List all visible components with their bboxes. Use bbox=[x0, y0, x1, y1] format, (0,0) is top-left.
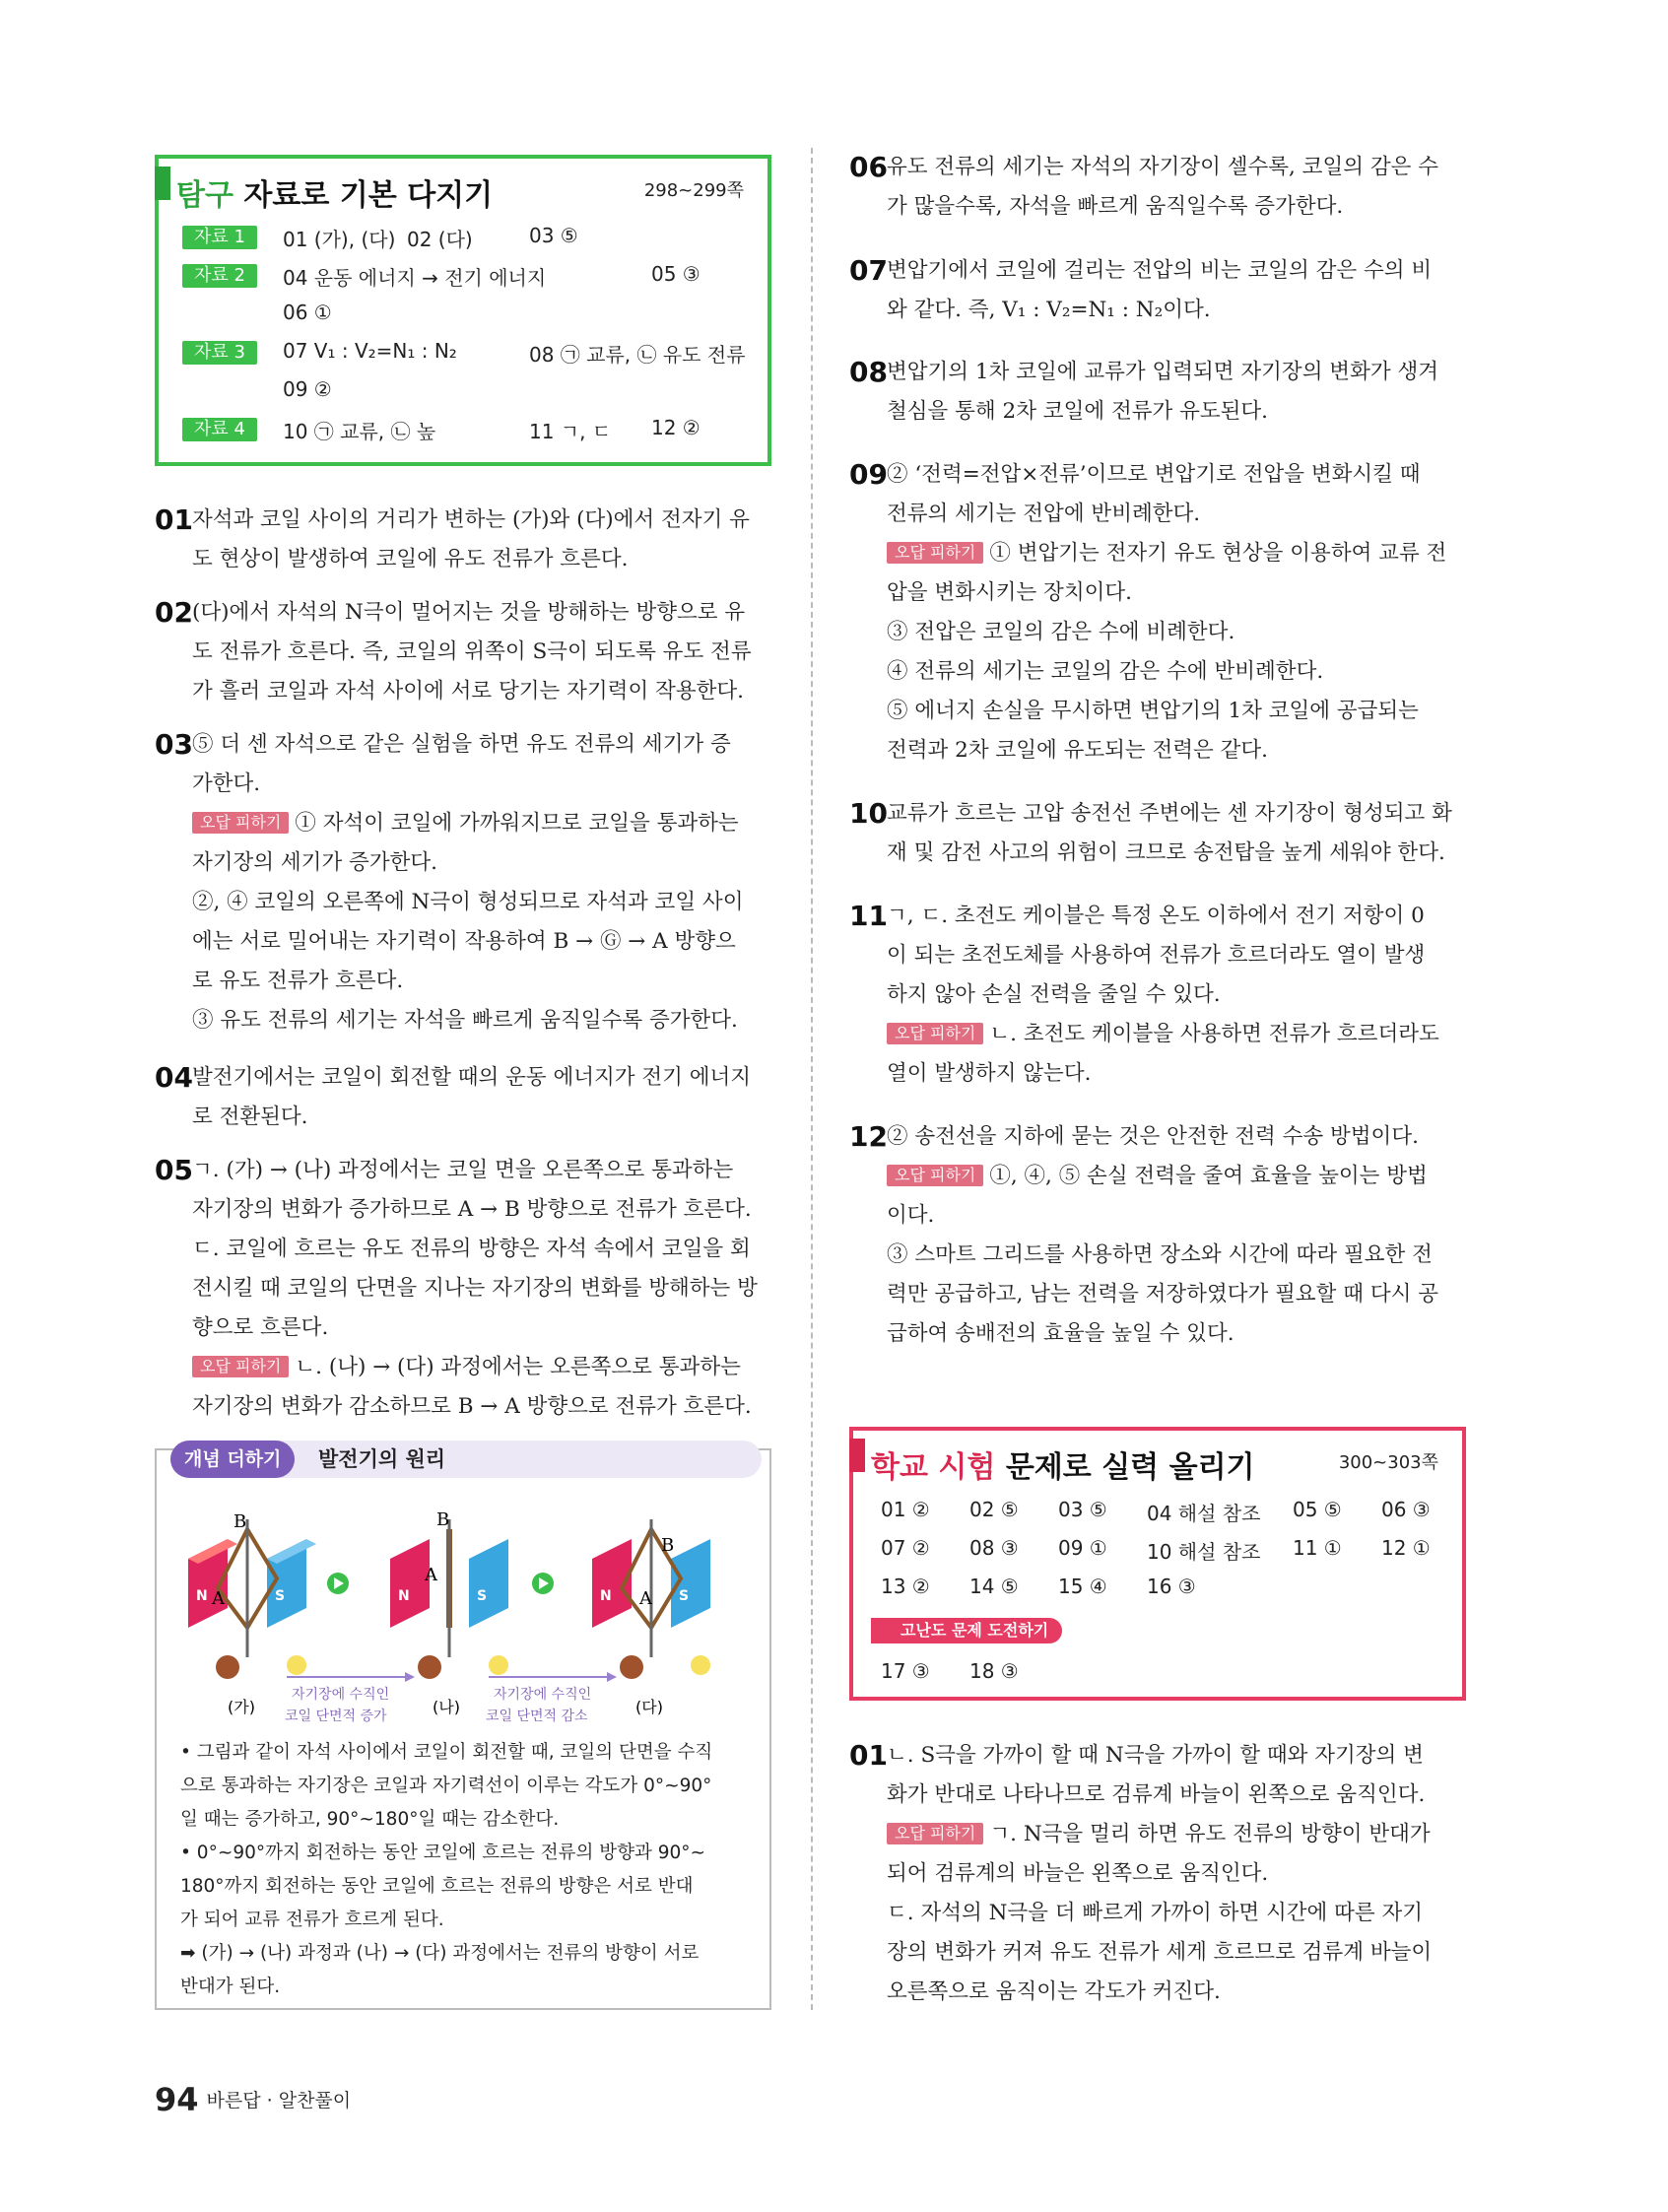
answer-07: 07 변압기에서 코일에 걸리는 전압의 비는 코일의 감은 수의 비 와 같다. 즉, V₁ : V₂=N₁ : N₂이다. bbox=[849, 254, 1433, 322]
answer-cell: 16 ③ bbox=[1147, 1575, 1196, 1598]
wrong-answer-tag: 오답 피하기 bbox=[887, 542, 983, 564]
concept-chip: 개념 더하기 bbox=[170, 1441, 295, 1478]
answer-cell: 03 ⑤ bbox=[529, 224, 578, 247]
answer-cell: 10 ㉠ 교류, ㉡ 높 bbox=[283, 420, 436, 443]
generator-panel-na bbox=[390, 1509, 508, 1679]
summary-row: 자료 1 bbox=[182, 220, 273, 251]
note1a: 자기장에 수직인 bbox=[292, 1687, 390, 1703]
label-b: B bbox=[234, 1511, 247, 1532]
answer-test-01: 01 ㄴ. S극을 가까이 할 때 N극을 가까이 할 때와 자기장의 변 화가 반대로 나타나므로 검류계 바늘이 왼쪽으로 움직인다. 오답 피하기 ㄱ. N극을 멀리 하면 유도 전류의 방향이 반대가 되어 검류계의 바늘은 왼쪽으로 움직인다. ㄷ. 자석의 N극을 더 빠르게 가까이 하면 시간에 따른 자기 장의 변화가 커져 유도 전류가 세게 흐르므로 검류계 바늘이 오른쪽으로 움직이는 각도가 커진다. bbox=[849, 1739, 1433, 2004]
label-n: N bbox=[600, 1588, 612, 1604]
note1b: 코일 단면적 증가 bbox=[285, 1709, 387, 1724]
label-da: (다) bbox=[635, 1698, 663, 1716]
note2a: 자기장에 수직인 bbox=[494, 1687, 592, 1703]
answer-10: 10 교류가 흐르는 고압 송전선 주변에는 센 자기장이 형성되고 화 재 및 감전 사고의 위험이 크므로 송전탑을 높게 세워야 한다. bbox=[849, 797, 1452, 865]
answer-02: 02 (다)에서 자석의 N극이 멀어지는 것을 방해하는 방향으로 유 도 전류가 흐른다. 즉, 코일의 위쪽이 S극이 되도록 유도 전류 가 흘러 코일과 자석 사이에 서로 당기는 자기력이 작용한다. bbox=[155, 596, 752, 704]
answer-06: 06 유도 전류의 세기는 자석의 자기장이 셀수록, 코일의 감은 수 가 많을수록, 자석을 빠르게 움직일수록 증가한다. bbox=[849, 151, 1438, 219]
answer-cell: 01 ② bbox=[881, 1498, 930, 1521]
answer-cell: 12 ① bbox=[1381, 1536, 1431, 1560]
label-ga: (가) bbox=[228, 1698, 255, 1716]
answer-cell: 07 V₁ : V₂=N₁ : N₂ bbox=[283, 339, 457, 363]
label-na: (나) bbox=[433, 1698, 460, 1716]
answer-12: 12 ② 송전선을 지하에 묻는 것은 안전한 전력 수송 방법이다. 오답 피하기 ①, ④, ⑤ 손실 전력을 줄여 효율을 높이는 방법 이다. ③ 스마트 그리드를 사용하면 장소와 시간에 따라 필요한 전 력만 공급하고, 남는 전력을 저장하였다가 필요할 때 다시 공 급하여 송배전의 효율을 높일 수 있다. bbox=[849, 1120, 1438, 1346]
note2b: 코일 단면적 감소 bbox=[486, 1709, 588, 1724]
answer-cell: 09 ② bbox=[283, 377, 332, 401]
answer-cell: 02 ⑤ bbox=[969, 1498, 1019, 1521]
label-a: A bbox=[425, 1565, 437, 1585]
answer-04: 04 발전기에서는 코일이 회전할 때의 운동 에너지가 전기 에너지 로 전환된다. bbox=[155, 1061, 752, 1129]
answer-cell: 18 ③ bbox=[969, 1659, 1019, 1683]
concept-text: • 그림과 같이 자석 사이에서 코일이 회전할 때, 코일의 단면을 수직 으로 통과하는 자기장은 코일과 자기력선이 이루는 각도가 0°~90° 일 때는 증가하고, 90°~180°일 때는 감소한다. • 0°~90°까지 회전하는 동안 코일에 흐르는 전류의 방향과 90°~ 180°까지 회전하는 동안 코일에 흐르는 전류의 방향은 서로 반대 가 되어 교류 전류가 흐르게 된다. ➡ (가) → (나) 과정과 (나) → (다) 과정에서는 전류의 방향이 서로 반대가 된다. bbox=[180, 1742, 713, 1997]
answer-cell: 11 ① bbox=[1293, 1536, 1342, 1560]
answer-01: 01 자석과 코일 사이의 거리가 변하는 (가)와 (다)에서 전자기 유 도 현상이 발생하여 코일에 유도 전류가 흐른다. bbox=[155, 503, 750, 571]
wrong-answer-tag: 오답 피하기 bbox=[192, 812, 289, 834]
page-range: 300~303쪽 bbox=[1338, 1452, 1438, 1473]
title-flag-icon bbox=[849, 1439, 865, 1472]
label-a: A bbox=[212, 1588, 225, 1609]
label-n: N bbox=[196, 1588, 208, 1604]
answer-cell: 09 ① bbox=[1058, 1536, 1107, 1560]
summary-box-inquiry bbox=[155, 155, 771, 466]
column-divider bbox=[811, 148, 813, 2010]
label-n: N bbox=[398, 1588, 410, 1604]
answer-cell: 11 ㄱ, ㄷ bbox=[529, 420, 612, 443]
answer-cell: 04 해설 참조 bbox=[1147, 1502, 1261, 1525]
label-s: S bbox=[275, 1588, 286, 1604]
answer-cell: 02 (다) bbox=[407, 228, 473, 251]
concept-header bbox=[170, 1441, 762, 1478]
footer-label: 바른답 · 알찬풀이 bbox=[206, 2090, 352, 2111]
answer-cell: 12 ② bbox=[651, 416, 701, 439]
answer-cell: 13 ② bbox=[881, 1575, 930, 1598]
label-a: A bbox=[639, 1588, 652, 1609]
answer-03: 03 ⑤ 더 센 자석으로 같은 실험을 하면 유도 전류의 세기가 증 가한다. 오답 피하기 ① 자석이 코일에 가까워지므로 코일을 통과하는 자기장의 세기가 증가한다. ②, ④ 코일의 오른쪽에 N극이 형성되므로 자석과 코일 사이 에는 서로 밀어내는 자기력이 작용하여 B → Ⓖ → A 방향으 로 유도 전류가 흐른다. ③ 유도 전류의 세기는 자석을 빠르게 움직일수록 증가한다. bbox=[155, 728, 744, 1033]
answer-09: 09 ② ‘전력=전압×전류’이므로 변압기로 전압을 변화시킬 때 전류의 세기는 전압에 반비례한다. 오답 피하기 ① 변압기는 전자기 유도 현상을 이용하여 교류 전 압을 변화시키는 장치이다. ③ 전압은 코일의 감은 수에 비례한다. ④ 전류의 세기는 코일의 감은 수에 반비례한다. ⑤ 에너지 손실을 무시하면 변압기의 1차 코일에 공급되는 전력과 2차 코일에 유도되는 전력은 같다. bbox=[849, 458, 1447, 763]
answer-cell: 10 해설 참조 bbox=[1147, 1540, 1261, 1564]
answer-cell: 17 ③ bbox=[881, 1659, 930, 1683]
page-number: 94 bbox=[155, 2081, 199, 2118]
answer-08: 08 변압기의 1차 코일에 교류가 입력되면 자기장의 변화가 생겨 철심을 통해 2차 코일에 전류가 유도된다. bbox=[849, 356, 1438, 424]
wrong-answer-tag: 오답 피하기 bbox=[887, 1165, 983, 1186]
answer-cell: 08 ㉠ 교류, ㉡ 유도 전류 bbox=[529, 343, 746, 367]
answer-cell: 06 ③ bbox=[1381, 1498, 1431, 1521]
wrong-answer-tag: 오답 피하기 bbox=[192, 1356, 289, 1377]
title-flag-icon bbox=[155, 167, 170, 200]
label-s: S bbox=[679, 1588, 690, 1604]
summary-row: 자료 4 bbox=[182, 412, 273, 443]
concept-title: 발전기의 원리 bbox=[318, 1447, 446, 1471]
generator-panel-ga bbox=[188, 1511, 316, 1679]
answer-cell: 08 ③ bbox=[969, 1536, 1019, 1560]
label-b: B bbox=[436, 1509, 450, 1530]
answer-cell: 03 ⑤ bbox=[1058, 1498, 1107, 1521]
summary-title: 탐구 자료로 기본 다지기 bbox=[176, 178, 494, 213]
wrong-answer-tag: 오답 피하기 bbox=[887, 1023, 983, 1044]
answer-cell: 05 ⑤ bbox=[1293, 1498, 1342, 1521]
page-footer bbox=[155, 2081, 351, 2118]
answer-cell: 01 (가), (다) bbox=[283, 228, 396, 251]
wrong-answer-tag: 오답 피하기 bbox=[887, 1823, 983, 1844]
page-range: 298~299쪽 bbox=[643, 180, 744, 201]
answer-11: 11 ㄱ, ㄷ. 초전도 케이블은 특정 온도 이하에서 전기 저항이 0 이 되는 초전도체를 사용하여 전류가 흐르더라도 열이 발생 하지 않아 손실 전력을 줄일 수 있다. 오답 피하기 ㄴ. 초전도 케이블을 사용하면 전류가 흐르더라도 열이 발생하지 않는다. bbox=[849, 900, 1439, 1086]
answer-cell: 04 운동 에너지 → 전기 에너지 bbox=[283, 266, 547, 290]
answer-cell: 15 ④ bbox=[1058, 1575, 1107, 1598]
hard-problem-chip: 고난도 문제 도전하기 bbox=[871, 1618, 1062, 1643]
answer-05: 05 ㄱ. (가) → (나) 과정에서는 코일 면을 오른쪽으로 통과하는 자기장의 변화가 증가하므로 A → B 방향으로 전류가 흐른다. ㄷ. 코일에 흐르는 유도 전류의 방향은 자석 속에서 코일을 회 전시킬 때 코일의 단면을 지나는 자기장의 변화를 방해하는 방 향으로 흐른다. 오답 피하기 ㄴ. (나) → (다) 과정에서는 오른쪽으로 통과하는 자기장의 변화가 감소하므로 B → A 방향으로 전류가 흐른다. bbox=[155, 1154, 758, 1419]
summary-row: 자료 2 bbox=[182, 258, 273, 290]
answer-cell: 06 ① bbox=[283, 301, 332, 324]
summary-row: 자료 3 bbox=[182, 335, 273, 367]
summary-title: 학교 시험 문제로 실력 올리기 bbox=[871, 1450, 1255, 1485]
answer-cell: 05 ③ bbox=[651, 262, 701, 286]
answer-cell: 07 ② bbox=[881, 1536, 930, 1560]
label-b: B bbox=[661, 1535, 675, 1556]
answer-cell: 14 ⑤ bbox=[969, 1575, 1019, 1598]
label-s: S bbox=[477, 1588, 488, 1604]
concept-box-generator bbox=[155, 1448, 771, 2010]
summary-box-school-test bbox=[849, 1427, 1466, 1701]
generator-figure bbox=[168, 1490, 760, 1736]
generator-panel-da bbox=[592, 1519, 710, 1679]
